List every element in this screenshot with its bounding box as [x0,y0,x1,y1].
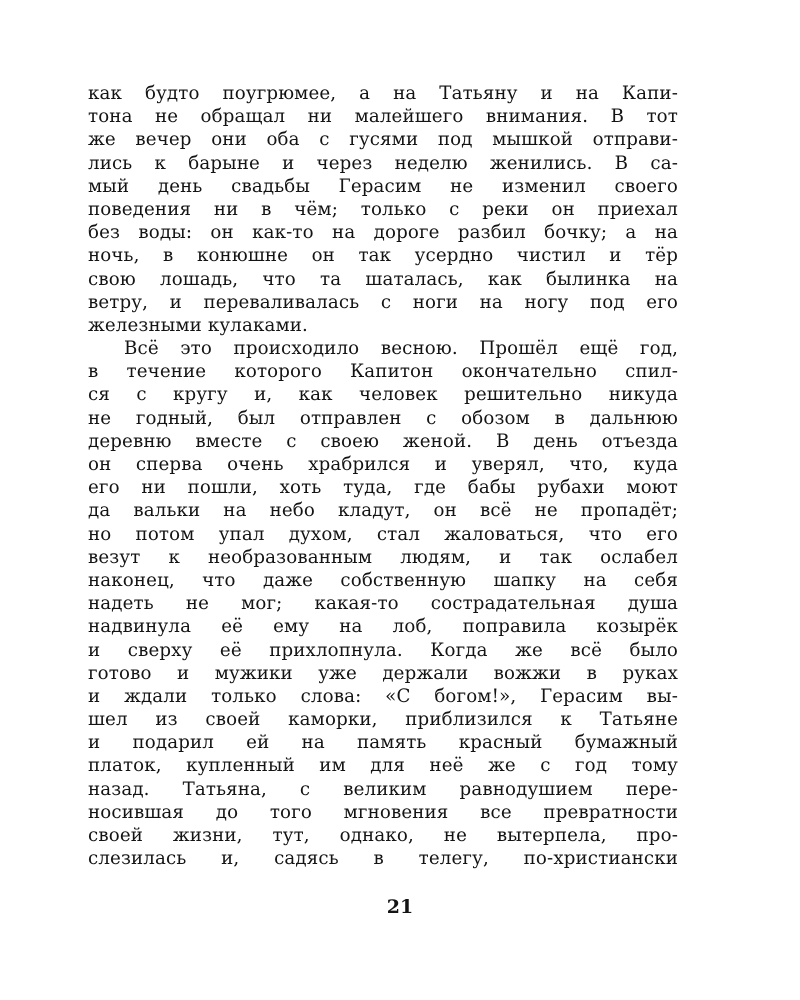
text-line: свою лошадь, что та шаталась, как былинка на [88,268,678,290]
text-line: поведения ни в чём; только с реки он приехал [88,198,678,220]
text-line: тона не обращал ни малейшего внимания. В тот [88,106,678,128]
text-line: наконец, что даже собственную шапку на себя [88,569,678,591]
text-line: шел из своей каморки, приблизился к Татьяне [88,709,678,731]
text-line: же вечер они оба с гусями под мышкой отправи- [88,129,678,151]
text-line: слезилась и, садясь в телегу, по-христиански [88,848,678,870]
text-line: носившая до того мгновения все превратности [88,801,678,823]
text-line: да вальки на небо кладут, он всё не пропадёт; [88,500,678,522]
text-line: и подарил ей на память красный бумажный [88,732,678,754]
text-line: и ждали только слова: «С богом!», Герасим вы- [88,685,678,707]
text-line: без воды: он как-то на дороге разбил бочку; а на [88,222,678,244]
page-number: 21 [386,896,414,918]
paragraph-first-line: Всё это происходило весною. Прошёл ещё год, [124,338,678,360]
text-line: в течение которого Капитон окончательно спил- [88,361,678,383]
text-line: лись к барыне и через неделю женились. В са- [88,152,678,174]
text-line: мый день свадьбы Герасим не изменил своего [88,175,678,197]
text-line: и сверху её прихлопнула. Когда же всё было [88,639,678,661]
text-line: готово и мужики уже держали вожжи в руках [88,662,678,684]
text-line: надеть не мог; какая-то сострадательная душа [88,593,678,615]
text-line: везут к необразованным людям, и так ослабел [88,546,678,568]
text-line: ночь, в конюшне он так усердно чистил и тёр [88,245,678,267]
text-line: своей жизни, тут, однако, не вытерпела, про- [88,825,678,846]
text-line: платок, купленный им для неё же с год тому [88,755,678,777]
text-line: надвинула её ему на лоб, поправила козырёк [88,616,678,638]
text-line: железными кулаками. [88,314,308,336]
body-text [88,82,678,870]
text-line: ветру, и переваливалась с ноги на ногу под его [88,291,678,313]
text-line: не годный, был отправлен с обозом в дальнюю [88,407,678,429]
text-line: ся с кругу и, как человек решительно никуда [88,384,678,406]
text-line: но потом упал духом, стал жаловаться, что его [88,523,678,545]
text-line: его ни пошли, хоть туда, где бабы рубахи моют [88,477,678,499]
text-line: как будто поугрюмее, а на Татьяну и на Капи- [88,83,678,104]
text-line: деревню вместе с своею женой. В день отъезда [88,430,678,452]
text-line: назад. Татьяна, с великим равнодушием пере- [88,778,678,800]
text-line: он сперва очень храбрился и уверял, что, куда [88,454,678,475]
